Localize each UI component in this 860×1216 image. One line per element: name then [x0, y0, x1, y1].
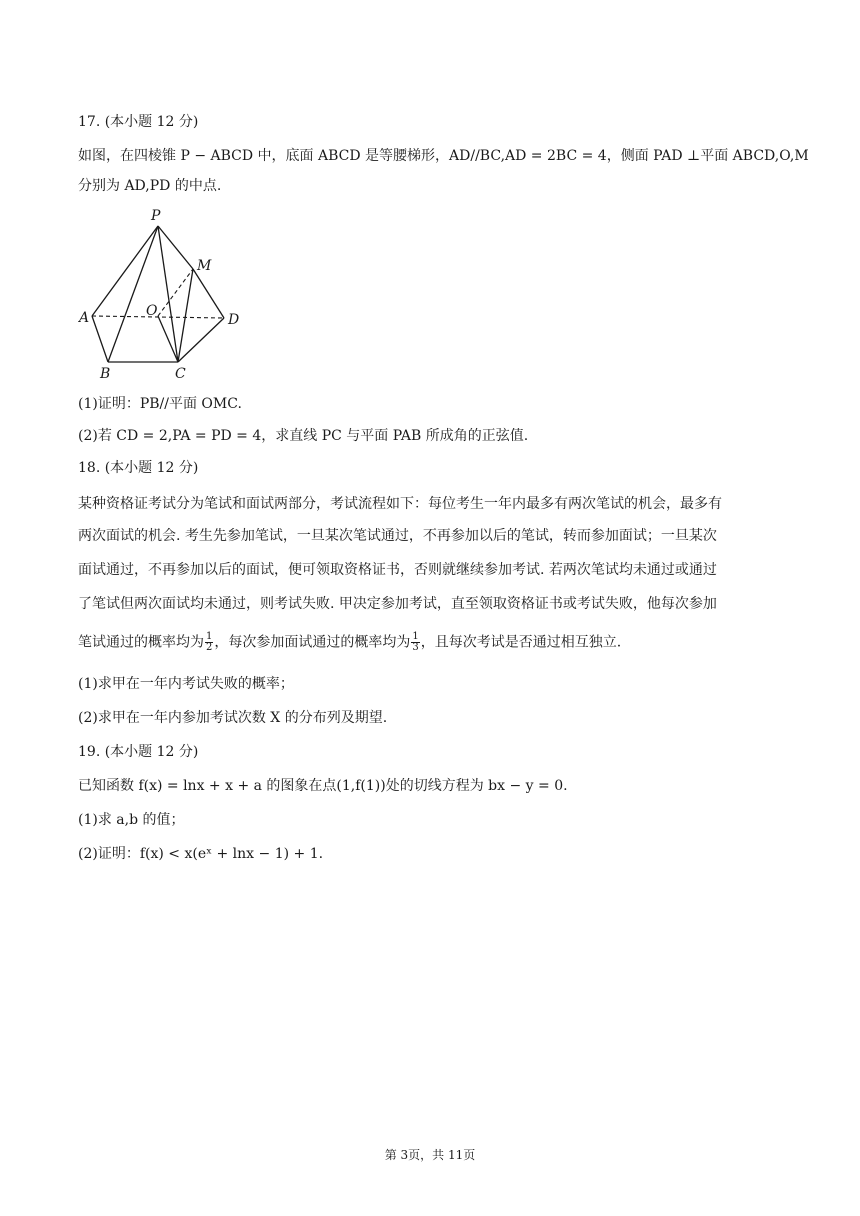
q19-part2: (2)证明：f(x) < x(eˣ + lnx − 1) + 1.: [78, 846, 324, 862]
q18-part2: (2)求甲在一年内参加考试次数 X 的分布列及期望.: [78, 710, 388, 726]
fraction-denominator: 3: [412, 642, 419, 653]
q18-stem-last-c: ，且每次考试是否通过相互独立.: [420, 634, 622, 651]
label-M: M: [197, 258, 212, 274]
q19-part1: (1)求 a,b 的值；: [78, 812, 185, 828]
q17-header: 17. (本小题 12 分): [78, 114, 199, 130]
fraction-numerator: 1: [412, 631, 419, 642]
q18-header: 18. (本小题 12 分): [78, 460, 199, 476]
q18-stem-line1: 某种资格证考试分为笔试和面试两部分，考试流程如下：每位考生一年内最多有两次笔试的机会，最多有: [78, 496, 722, 512]
q19-stem: 已知函数 f(x) = lnx + x + a 的图象在点(1,f(1))处的切线方程为 bx − y = 0.: [78, 778, 568, 794]
label-O: O: [146, 303, 158, 319]
q18-stem-line4: 了笔试但两次面试均未通过，则考试失败. 甲决定参加考试，直至领取资格证书或考试失败，他每次参加: [78, 596, 717, 612]
q17-stem-line2: 分别为 AD,PD 的中点.: [78, 178, 222, 194]
label-C: C: [175, 366, 186, 382]
pyramid-figure: [78, 204, 258, 384]
q17-part1: (1)证明：PB//平面 OMC.: [78, 396, 242, 412]
fraction-one-third: [411, 632, 419, 653]
q17-stem-line1: 如图，在四棱锥 P − ABCD 中，底面 ABCD 是等腰梯形，AD//BC,AD = 2BC = 4，侧面 PAD ⊥平面 ABCD,O,M: [78, 148, 809, 164]
label-A: A: [79, 310, 90, 326]
q19-header: 19. (本小题 12 分): [78, 744, 199, 760]
fraction-denominator: 2: [206, 642, 213, 653]
label-D: D: [228, 312, 240, 328]
fraction-numerator: 1: [206, 631, 213, 642]
q18-stem-line2: 两次面试的机会. 考生先参加笔试，一旦某次笔试通过，不再参加以后的笔试，转而参加面试；一旦某次: [78, 528, 717, 544]
label-B: B: [100, 366, 111, 382]
q18-stem-last-b: ，每次参加面试通过的概率均为: [214, 634, 411, 651]
fraction-one-half: [205, 632, 213, 653]
q18-part1: (1)求甲在一年内考试失败的概率；: [78, 676, 294, 692]
q18-stem-line3: 面试通过，不再参加以后的面试，便可领取资格证书，否则就继续参加考试. 若两次笔试均未通过或通过: [78, 562, 717, 578]
q18-stem-line5: [78, 632, 621, 653]
q18-stem-last-a: 笔试通过的概率均为: [78, 634, 204, 651]
q17-part2: (2)若 CD = 2,PA = PD = 4，求直线 PC 与平面 PAB 所成角的正弦值.: [78, 428, 529, 444]
label-P: P: [151, 208, 161, 224]
page-footer: 第 3页，共 11页: [384, 1148, 476, 1162]
